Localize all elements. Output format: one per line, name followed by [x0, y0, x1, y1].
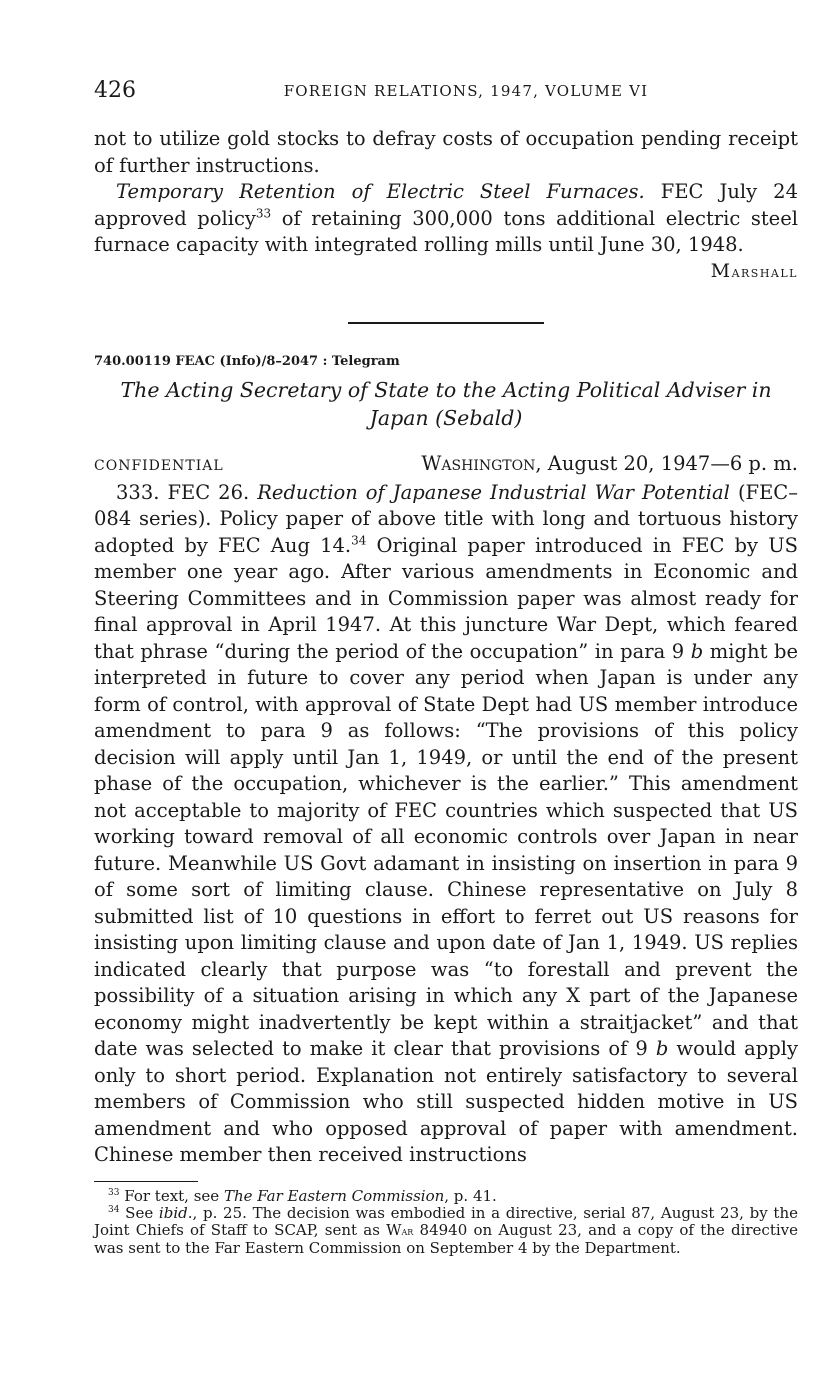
body-text-b: Original paper introduced in FEC by US member one year ago. After various amendments in Economic and Steering Committees and in Commission paper was almost ready for final approval in April 1947. At this juncture War Dept, which feared that phrase “during the period of the occupation” in para 9 [94, 533, 798, 663]
page-number: 426 [94, 78, 136, 103]
signature [94, 259, 798, 284]
para-letter-1: b [690, 639, 704, 663]
file-reference: 740.00119 FEAC (Info)/8–2047 : Telegram [94, 353, 400, 369]
section-divider [348, 322, 544, 324]
running-head: FOREIGN RELATIONS, 1947, VOLUME VI [283, 82, 649, 100]
footnote-number: 34 [108, 1204, 120, 1215]
para-letter-2: b [655, 1037, 669, 1060]
telegram-body [94, 480, 798, 1169]
place: Washington [421, 451, 536, 475]
footnote-text: 84940 on August 23, and a copy of the directive was sent to the Far Eastern Commission on September 4 by the Department. [94, 1220, 798, 1257]
page-header [94, 78, 798, 108]
footnote-italic: The Far Eastern Commission [223, 1186, 445, 1205]
footnote-text: See [125, 1203, 159, 1222]
body-text-d: would apply only to short period. Explanation not entirely satisfactory to several members of Commission who still suspected hidden motive in US amendment and who opposed approval of paper with amendment. Chinese member then received instructions [94, 1037, 798, 1166]
signature-initial: M [710, 259, 732, 282]
footnote-ref-34: 34 [351, 533, 367, 547]
place-date [421, 452, 798, 475]
continuation-paragraph: not to utilize gold stocks to defray costs of occupation pending receipt of further instructions. [94, 127, 798, 177]
classification-label: CONFIDENTIAL [94, 457, 224, 474]
footnote-33 [94, 1188, 798, 1205]
footnote-text: For text, see [124, 1186, 224, 1205]
section-text-a: FEC July 24 approved policy [94, 180, 798, 230]
footnote-text: , p. 41. [444, 1186, 497, 1205]
body-text-a: (FEC–084 series). Policy paper of above title with long and tortuous history adopted by FEC Aug 14. [94, 480, 798, 557]
footnote-italic: ibid. [158, 1203, 193, 1222]
body-text-c: might be interpreted in future to cover any period when Japan is under any form of control, with approval of State Dept had US member introduce amendment to para 9 as follows: “The provisions of this policy decision will apply until Jan 1, 1949, or until the end of the present phase of the occupation, whichever is the earlier.” This amendment not acceptable to majority of FEC countries which suspected that US working toward removal of all economic controls over Japan in near future. Meanwhile US Govt adamant in insisting on insertion in para 9 of some sort of limiting clause. Chinese representative on July 8 submitted list of 10 questions in effort to ferret out US reasons for insisting upon limiting clause and upon date of Jan 1, 1949. US replies indicated clearly that purpose was “to forestall and prevent the possibility of a situation arising in which any X part of the Japanese economy might inadvertently be kept within a straitjacket” and that date was selected to make it clear that provisions of 9 [94, 639, 798, 1060]
footnote-divider [94, 1181, 198, 1182]
war-rest: ar [401, 1223, 414, 1238]
body-title: Reduction of Japanese Industrial War Potential [257, 480, 730, 504]
document-page [94, 78, 798, 1257]
dateline [94, 452, 798, 480]
body-lead: 333. FEC 26. [116, 480, 258, 504]
date: , August 20, 1947—6 p. m. [535, 451, 798, 475]
footnote-number: 33 [108, 1187, 120, 1198]
document-title: The Acting Secretary of State to the Acting Political Adviser in Japan (Sebald) [120, 377, 772, 430]
section-text-b: of retaining 300,000 tons additional electric steel furnace capacity with integrated rolling mills until June 30, 1948. [94, 206, 798, 256]
footnote-text: , p. 25. The decision was embodied in a directive, serial 87, August 23, by the Joint Chiefs of Staff to SCAP, sent as [94, 1203, 798, 1239]
war-initial: W [386, 1220, 402, 1239]
signature-rest: arshall [731, 262, 798, 281]
section-title: Temporary Retention of Electric Steel Furnaces. [116, 180, 645, 203]
footnote-ref-33: 33 [255, 206, 272, 220]
footnote-34 [94, 1205, 798, 1257]
section-paragraph [94, 179, 798, 259]
